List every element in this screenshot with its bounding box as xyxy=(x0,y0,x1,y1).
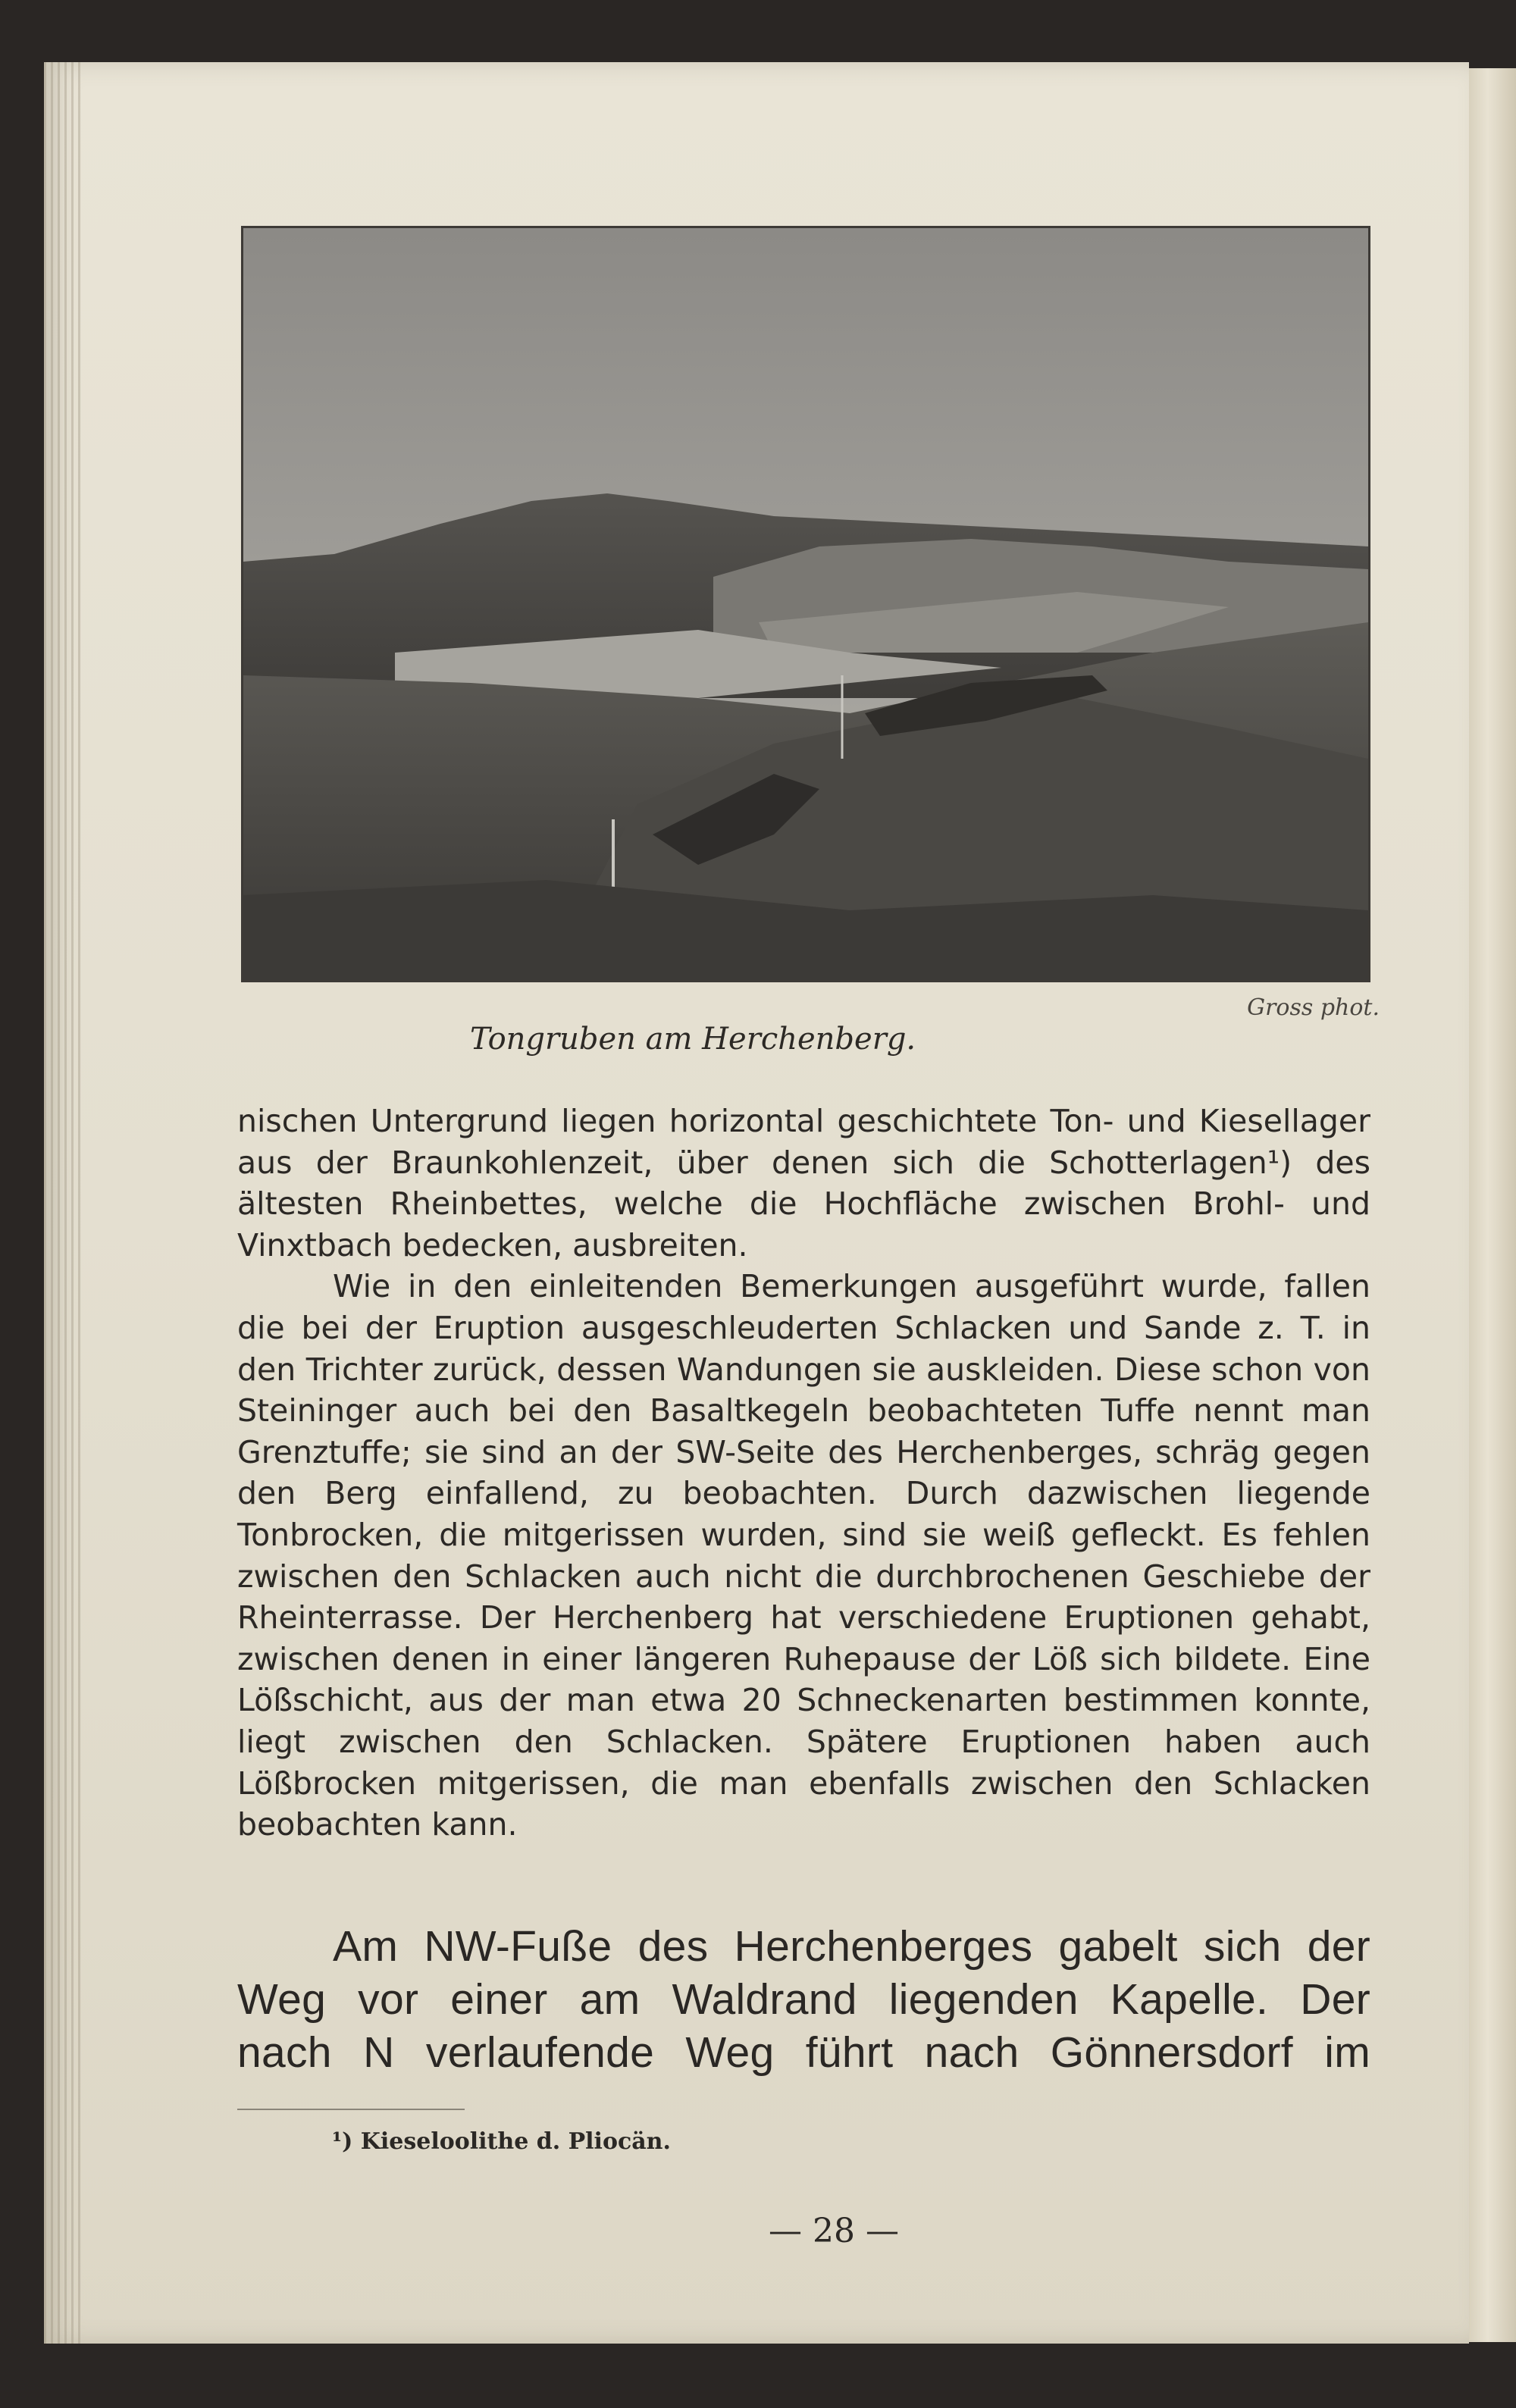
paragraph-1: nischen Untergrund liegen horizontal geschichtete Ton- und Kiesellager aus der Braunkohlenzeit, über denen sich die Schotterlagen¹) des ältesten Rheinbettes, welche die Hochfläche zwischen Brohl- und Vinxtbach bedecken, ausbreiten. xyxy=(237,1103,1370,1263)
photo-credit: Gross phot. xyxy=(1247,994,1380,1021)
footnote-marker: ¹) xyxy=(332,2128,353,2155)
footnote-divider xyxy=(237,2109,465,2110)
footnote-text: Kieseloolithe d. Pliocän. xyxy=(360,2128,671,2155)
book-binding xyxy=(44,62,82,2344)
page-edge xyxy=(1469,68,1516,2342)
large-type-paragraph xyxy=(237,1920,1370,2079)
landscape-photo-drawing xyxy=(243,228,1368,980)
footnote xyxy=(332,2128,1014,2155)
photo-caption: Tongruben am Herchenberg. xyxy=(470,1022,916,1057)
large-type-line-3: nach N verlaufende Weg führt nach Gönnersdorf im xyxy=(237,2028,1370,2077)
body-text xyxy=(237,1101,1370,1846)
paragraph-2: Wie in den einleitenden Bemerkungen ausgeführt wurde, fallen die bei der Eruption ausgeschleuderten Schlacken und Sande z. T. in den Trichter zurück, dessen Wandungen sie auskleiden. Diese schon von Steininger auch bei den Basaltkegeln beobachteten Tuffe nennt man Grenztuffe; sie sind an der SW-Seite des Herchenberges, schräg gegen den Berg einfallend, zu beobachten. Durch dazwischen liegende Tonbrocken, die mitgerissen wurden, sind sie weiß gefleckt. Es fehlen zwischen den Schlacken auch nicht die durchbrochenen Geschiebe der Rheinterrasse. Der Herchenberg hat verschiedene Eruptionen gehabt, zwischen denen in einer längeren Ruhepause der Löß sich bildete. Eine Lößschicht, aus der man etwa 20 Schneckenarten bestimmen konnte, liegt zwischen den Schlacken. Spätere Eruptionen haben auch Lößbrocken mitgerissen, die man ebenfalls zwischen den Schlacken beobachten kann. xyxy=(237,1268,1370,1843)
large-type-line-1: Am NW-Fuße des Herchenberges gabelt sich der xyxy=(333,1922,1370,1971)
large-type-line-2: Weg vor einer am Waldrand liegenden Kapelle. Der xyxy=(237,1975,1370,2024)
landscape-photo xyxy=(241,226,1370,982)
page-number: — 28 — xyxy=(769,2212,899,2250)
